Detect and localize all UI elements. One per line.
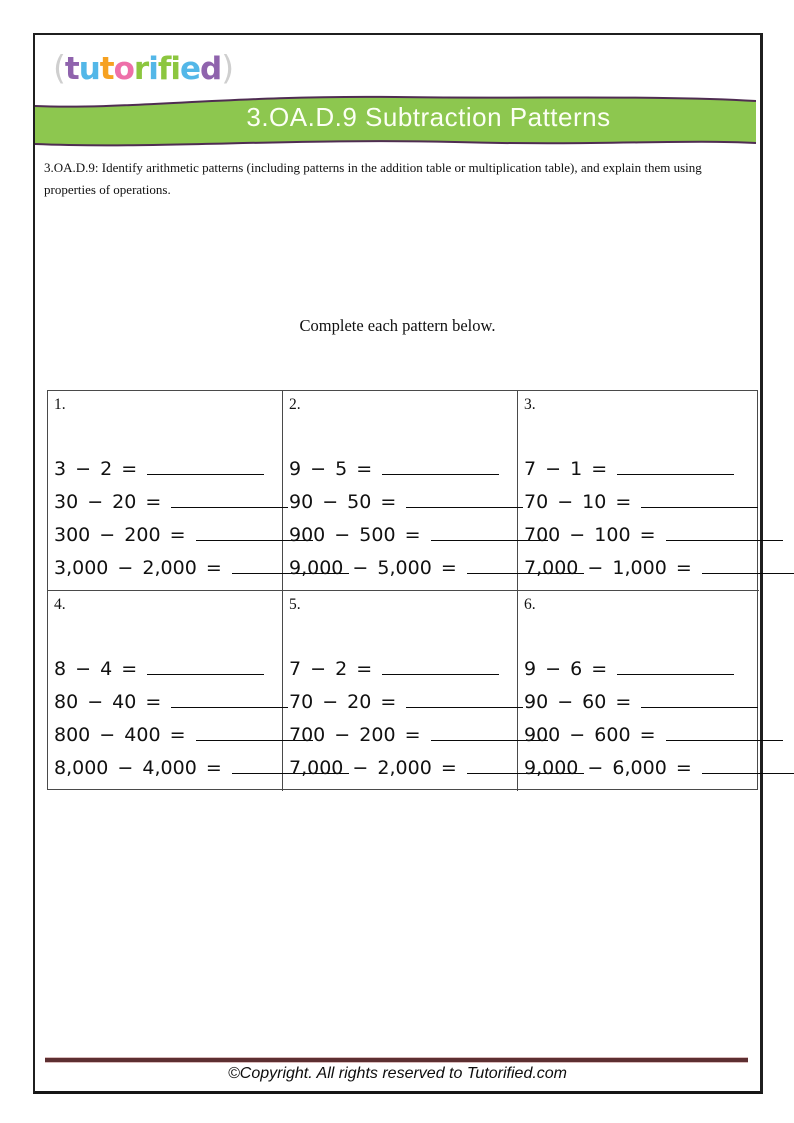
answer-blank[interactable] [666,526,783,541]
problem-row [54,491,282,524]
problem-text: 9,000 − 5,000 = [289,557,457,579]
answer-blank[interactable] [406,493,523,508]
problem-row [54,691,282,724]
problem-row [524,658,759,691]
problem-row [289,691,517,724]
problem-row [54,524,282,557]
problem-list [289,658,517,790]
logo-left-bracket: ( [53,48,65,87]
problem-text: 800 − 400 = [54,724,186,746]
logo-letter: r [133,51,149,87]
answer-blank[interactable] [702,559,794,574]
problem-text: 300 − 200 = [54,524,186,546]
logo-letter: t [64,51,79,87]
problem-row [289,557,517,590]
answer-blank[interactable] [641,493,758,508]
cell-number: 6. [524,596,536,613]
problem-list [524,658,759,790]
problem-row [524,491,759,524]
problem-row [54,658,282,691]
problem-text: 3 − 2 = [54,458,138,480]
problem-cell-3 [518,391,759,591]
problem-cell-5 [283,591,518,791]
problem-text: 700 − 100 = [524,524,656,546]
problem-row [524,691,759,724]
tutorified-logo [53,48,233,87]
answer-blank[interactable] [147,660,264,675]
problem-row [54,557,282,590]
logo-letter: d [200,51,222,87]
problem-row [524,524,759,557]
problem-text: 8 − 4 = [54,658,138,680]
answer-blank[interactable] [702,759,794,774]
problem-text: 7,000 − 2,000 = [289,757,457,779]
cell-number: 4. [54,596,66,613]
problem-text: 700 − 200 = [289,724,421,746]
logo-letter: e [180,51,201,87]
problem-text: 9 − 6 = [524,658,608,680]
logo-letter: t [99,51,114,87]
problem-text: 8,000 − 4,000 = [54,757,222,779]
problem-text: 900 − 600 = [524,724,656,746]
problem-row [54,724,282,757]
standard-description: 3.OA.D.9: Identify arithmetic patterns (including patterns in the addition table or multiplication table), and explain them using properties of operations. [44,160,702,197]
problem-text: 90 − 50 = [289,491,397,513]
problem-row [54,757,282,790]
problem-row [289,658,517,691]
copyright-text: ©Copyright. All rights reserved to Tutorified.com [227,1065,568,1082]
problem-row [289,757,517,790]
logo-letter: u [78,51,100,87]
problem-text: 70 − 20 = [289,691,397,713]
answer-blank[interactable] [382,660,499,675]
logo-letter: o [113,51,134,87]
problem-list [54,458,282,590]
problem-row [524,458,759,491]
problems-table [47,390,758,790]
cell-number: 3. [524,396,536,413]
answer-blank[interactable] [406,693,523,708]
logo-right-bracket: ) [221,48,234,87]
problem-list [289,458,517,590]
logo-letter: f [157,51,171,87]
answer-blank[interactable] [641,693,758,708]
problem-text: 90 − 60 = [524,691,632,713]
problem-text: 30 − 20 = [54,491,162,513]
problem-cell-6 [518,591,759,791]
problem-text: 900 − 500 = [289,524,421,546]
logo-letter: i [148,51,158,87]
logo-letter: i [170,51,180,87]
page-title: 3.OA.D.9 Subtraction Patterns [246,102,611,132]
problem-cell-2 [283,391,518,591]
problem-row [289,524,517,557]
cell-number: 5. [289,596,301,613]
answer-blank[interactable] [171,493,288,508]
problem-list [54,658,282,790]
title-banner [35,92,756,152]
answer-blank[interactable] [171,693,288,708]
problem-cell-1 [48,391,283,591]
problem-text: 3,000 − 2,000 = [54,557,222,579]
answer-blank[interactable] [666,726,783,741]
problem-row [289,458,517,491]
problem-list [524,458,759,590]
problem-row [524,557,759,590]
problem-text: 7,000 − 1,000 = [524,557,692,579]
problem-text: 9 − 5 = [289,458,373,480]
problem-text: 9,000 − 6,000 = [524,757,692,779]
cell-number: 1. [54,396,66,413]
problem-text: 7 − 2 = [289,658,373,680]
problem-text: 80 − 40 = [54,691,162,713]
cell-number: 2. [289,396,301,413]
problem-row [54,458,282,491]
answer-blank[interactable] [617,460,734,475]
problem-row [289,724,517,757]
worksheet-page [33,33,763,1094]
instruction-text: Complete each pattern below. [299,316,496,335]
problem-row [289,491,517,524]
footer-divider-bar [45,1057,748,1063]
problem-row [524,757,759,790]
answer-blank[interactable] [617,660,734,675]
problem-row [524,724,759,757]
answer-blank[interactable] [382,460,499,475]
problem-text: 7 − 1 = [524,458,608,480]
problem-text: 70 − 10 = [524,491,632,513]
answer-blank[interactable] [147,460,264,475]
problem-cell-4 [48,591,283,791]
